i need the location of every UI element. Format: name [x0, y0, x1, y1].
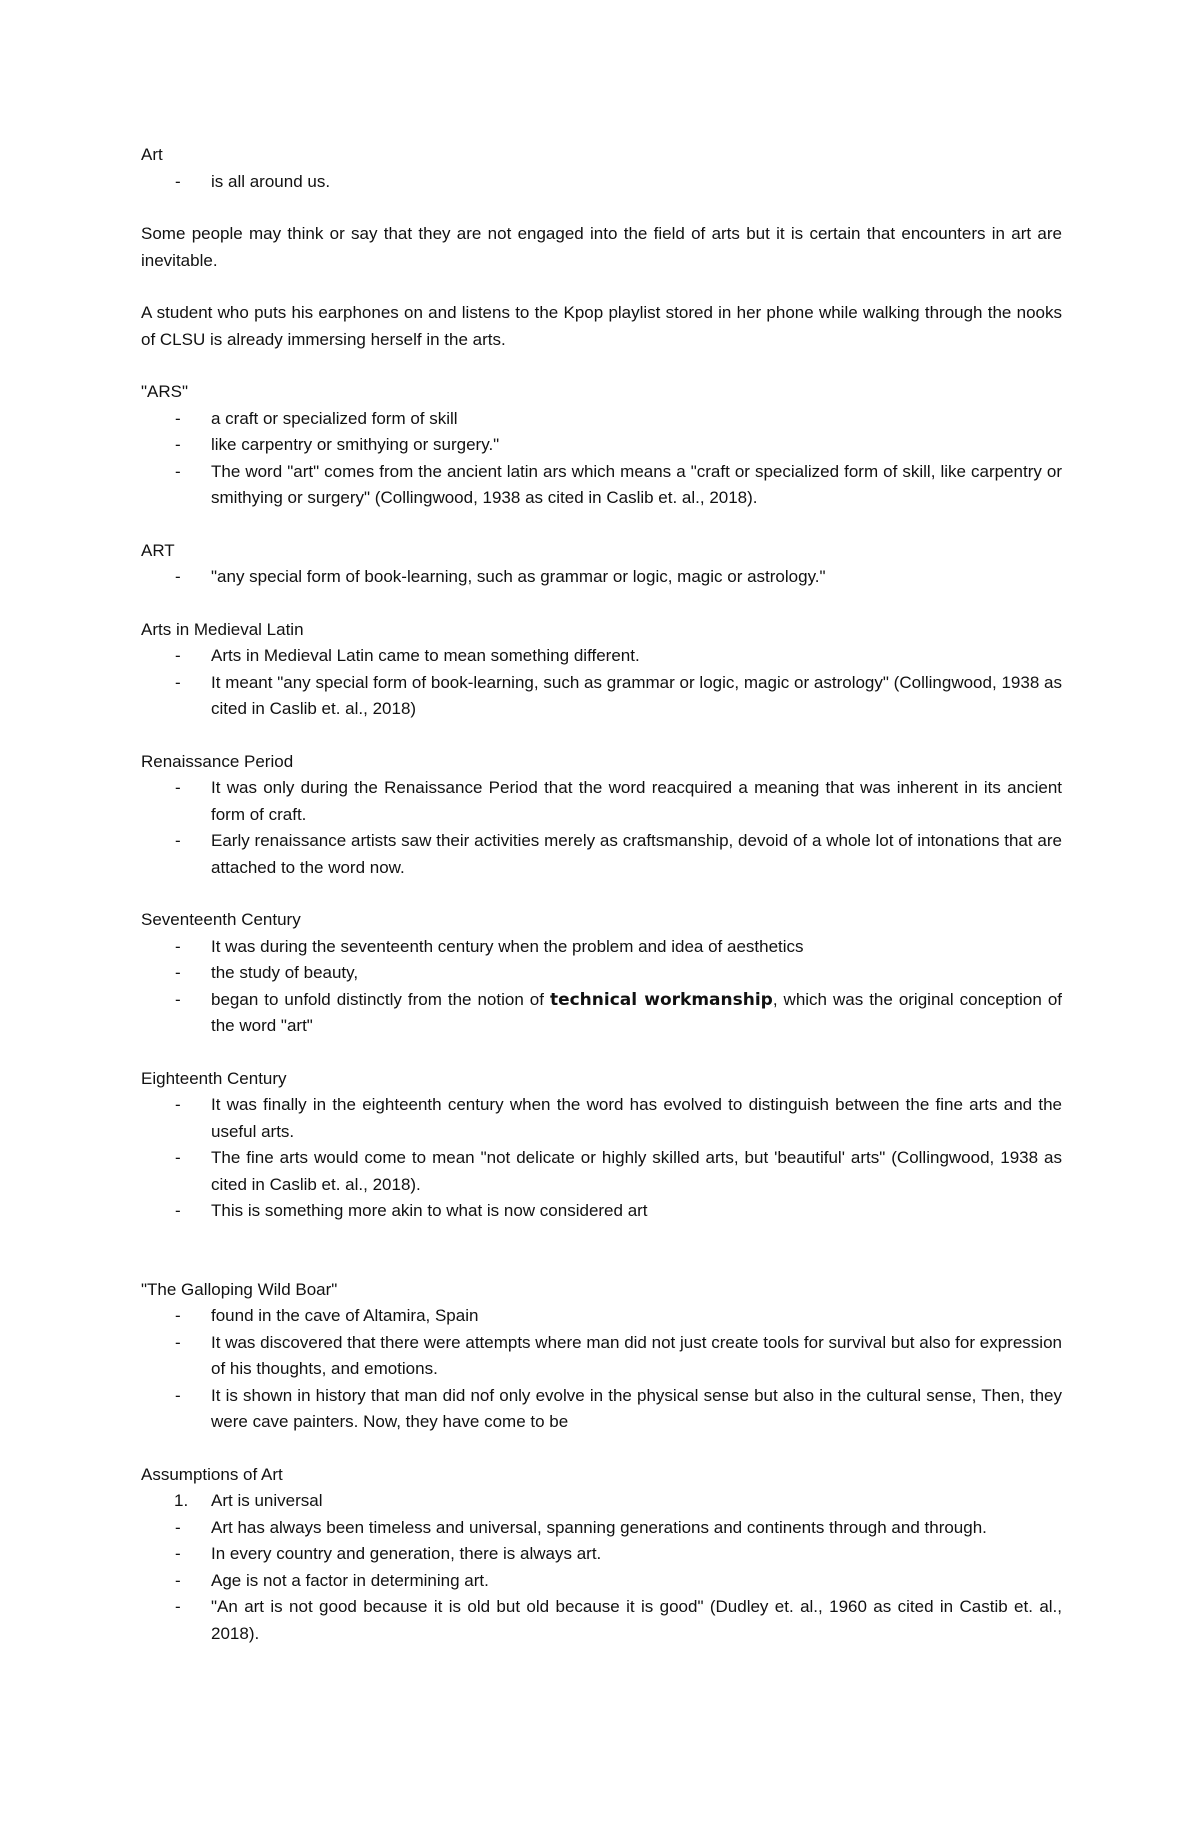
list-renaissance: [141, 775, 1062, 881]
heading-art-caps: ART: [141, 540, 175, 560]
list-item: - This is something more akin to what is now considered art: [141, 1198, 1062, 1225]
list-item: - The fine arts would come to mean "not delicate or highly skilled arts, but 'beautiful' arts" (Collingwood, 1938 as cited in Caslib et. al., 2018).: [141, 1145, 1062, 1198]
list-item: - found in the cave of Altamira, Spain: [141, 1303, 1062, 1330]
list-ars: [141, 406, 1062, 512]
list-seventeenth-century: [141, 934, 1062, 1040]
list-item: - It was only during the Renaissance Period that the word reacquired a meaning that was inherent in its ancient form of craft.: [141, 775, 1062, 828]
list-item: - It was during the seventeenth century when the problem and idea of aesthetics: [141, 934, 1062, 961]
heading-art: Art: [141, 145, 163, 164]
heading-ars: "ARS": [141, 382, 189, 401]
numbered-list-item-text: Art is universal: [211, 1491, 323, 1510]
list-item: - It meant "any special form of book-learning, such as grammar or logic, magic or astrology" (Collingwood, 1938 as cited in Caslib et. al., 2018): [141, 670, 1062, 723]
list-item: - It is shown in history that man did nof only evolve in the physical sense but also in the cultural sense, Then, they were cave painters. Now, they have come to be: [141, 1383, 1062, 1436]
list-item: - Age is not a factor in determining art.: [141, 1568, 1062, 1595]
list-item: - "any special form of book-learning, such as grammar or logic, magic or astrology.": [141, 564, 1062, 591]
list-item: - is all around us.: [141, 169, 1062, 196]
numbered-list-assumptions: [141, 1488, 1062, 1515]
list-item: - Early renaissance artists saw their activities merely as craftsmanship, devoid of a whole lot of intonations that are attached to the word now.: [141, 828, 1062, 881]
list-item: - The word "art" comes from the ancient latin ars which means a "craft or specialized form of skill, like carpentry or smithying or surgery" (Collingwood, 1938 as cited in Caslib et. al., 2018).: [141, 459, 1062, 512]
list-art: [141, 169, 1062, 196]
bold-technical-workmanship: technical workmanship: [549, 989, 773, 1010]
list-item: - a craft or specialized form of skill: [141, 406, 1062, 433]
list-item: - It was discovered that there were attempts where man did not just create tools for survival but also for expression of his thoughts, and emotions.: [141, 1330, 1062, 1383]
paragraph-arts-encounters: Some people may think or say that they are not engaged into the field of arts but it is certain that encounters in art are inevitable.: [141, 224, 1062, 270]
list-item: - Art has always been timeless and universal, spanning generations and continents through and through.: [141, 1515, 1062, 1542]
heading-renaissance: Renaissance Period: [141, 751, 294, 771]
paragraph-student-example: A student who puts his earphones on and listens to the Kpop playlist stored in her phone while walking through the nooks of CLSU is already immersing herself in the arts.: [141, 303, 1062, 349]
list-item: - like carpentry or smithying or surgery.": [141, 432, 1062, 459]
list-number: 1.: [174, 1491, 189, 1510]
heading-eighteenth-century: Eighteenth Century: [141, 1068, 287, 1088]
list-art-caps: [141, 564, 1062, 591]
heading-galloping-wild-boar: "The Galloping Wild Boar": [141, 1279, 338, 1299]
list-item: - Arts in Medieval Latin came to mean something different.: [141, 643, 1062, 670]
heading-medieval-latin: Arts in Medieval Latin: [141, 619, 304, 639]
list-eighteenth-century: [141, 1092, 1062, 1225]
list-item: - It was finally in the eighteenth century when the word has evolved to distinguish between the fine arts and the useful arts.: [141, 1092, 1062, 1145]
list-item: - In every country and generation, there is always art.: [141, 1541, 1062, 1568]
list-medieval-latin: [141, 643, 1062, 723]
list-item: - "An art is not good because it is old but old because it is good" (Dudley et. al., 1960 as cited in Castib et. al., 2018).: [141, 1594, 1062, 1647]
numbered-list-item: [141, 1488, 1062, 1515]
heading-seventeenth-century: Seventeenth Century: [141, 910, 301, 929]
list-item-text-post: , which was the original conception of the word "art": [211, 989, 1062, 1035]
list-item: - the study of beauty,: [141, 960, 1062, 987]
list-item: [141, 987, 1062, 1040]
heading-assumptions-of-art: Assumptions of Art: [141, 1464, 283, 1484]
list-galloping-wild-boar: [141, 1303, 1062, 1436]
list-assumptions: [141, 1515, 1062, 1648]
document-page: [141, 142, 1062, 1647]
list-item-text-pre: began to unfold distinctly from the notion of: [211, 989, 550, 1009]
